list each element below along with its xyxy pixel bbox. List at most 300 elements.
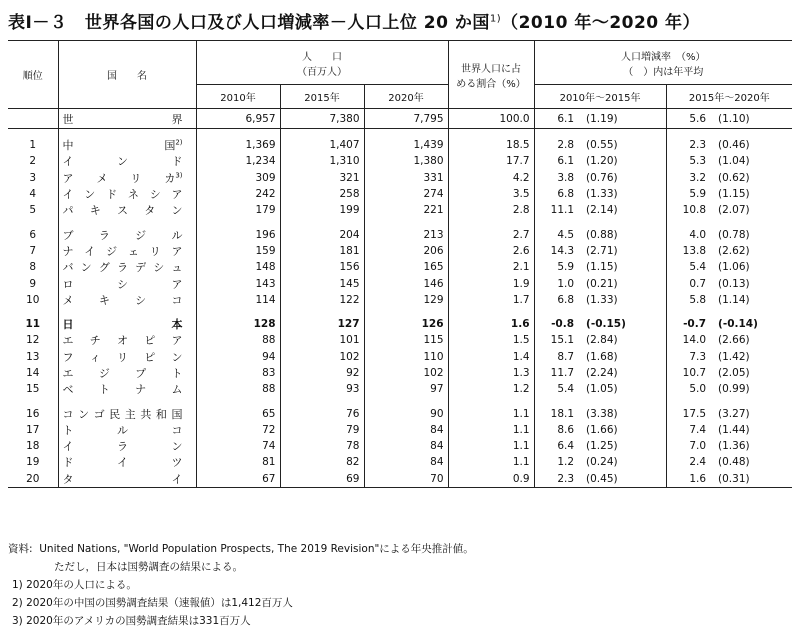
table-body <box>8 109 792 488</box>
growth-2015-2020-cell: 5.0 <box>666 381 710 397</box>
pop-2015-cell: 145 <box>280 275 364 291</box>
share-cell: 1.1 <box>448 438 534 454</box>
pop-2015-cell: 92 <box>280 365 364 381</box>
country-name-char: ン <box>78 407 90 421</box>
title-footnote-marker: 1) <box>489 13 502 25</box>
pop-2020-cell: 115 <box>364 332 448 348</box>
pop-2020-cell: 84 <box>364 454 448 470</box>
growth-2015-2020-annual-cell: (0.62) <box>718 171 750 184</box>
pop-2010-cell: 81 <box>196 454 280 470</box>
rank-cell: 10 <box>26 293 40 306</box>
pop-2020-cell: 129 <box>364 292 448 308</box>
country-name-char: パ <box>62 204 74 218</box>
growth-2015-2020-cell: 14.0 <box>666 332 710 348</box>
share-cell: 2.6 <box>448 243 534 259</box>
pop-2010-cell: 179 <box>196 202 280 218</box>
country-name-char: イ <box>171 472 183 486</box>
pop-2010-cell: 196 <box>196 226 280 242</box>
pop-2020-cell: 146 <box>364 275 448 291</box>
growth-2010-2015-cell: 18.1 <box>534 405 578 421</box>
country-name-char: イ <box>62 440 74 454</box>
growth-2015-2020-annual-cell: (1.04) <box>718 155 750 168</box>
growth-2010-2015-annual-cell: (1.15) <box>586 261 618 274</box>
table-row <box>8 186 792 202</box>
growth-2010-2015-annual-cell: (-0.15) <box>586 318 626 331</box>
pop-2020-cell: 102 <box>364 365 448 381</box>
country-name-char: コ <box>62 407 74 421</box>
table-row <box>8 202 792 218</box>
table-row <box>8 405 792 421</box>
growth-2010-2015-annual-cell: (1.20) <box>586 155 618 168</box>
country-name-char: イ <box>117 456 128 470</box>
pop-2015-cell: 321 <box>280 170 364 186</box>
table-row <box>8 471 792 488</box>
table-row <box>8 226 792 242</box>
country-name-char: ン <box>80 261 92 275</box>
country-name-char: ジ <box>106 244 118 258</box>
growth-2010-2015-annual-cell: (2.84) <box>586 334 618 347</box>
header-growth: 人口増減率 （%） （ ）内は年平均 <box>534 41 792 85</box>
country-name-cell <box>58 471 196 488</box>
country-name-char: ン <box>171 440 183 454</box>
growth-2015-2020-cell: 7.0 <box>666 438 710 454</box>
growth-2010-2015-cell: 6.8 <box>534 292 578 308</box>
country-name-char: リ <box>117 350 128 364</box>
country-name-char: エ <box>62 334 74 348</box>
pop-2010-cell: 242 <box>196 186 280 202</box>
world-g2: 5.6 <box>666 109 710 129</box>
growth-2015-2020-annual-cell: (0.99) <box>718 383 750 396</box>
country-name-char: ム <box>171 383 183 397</box>
population-table <box>8 40 792 488</box>
growth-2010-2015-cell: 6.1 <box>534 153 578 169</box>
header-share: 世界人口に占 める割合（%） <box>448 41 534 109</box>
pop-2015-cell: 204 <box>280 226 364 242</box>
pop-2010-cell: 159 <box>196 243 280 259</box>
growth-2015-2020-annual-cell: (0.48) <box>718 456 750 469</box>
footnote-2: 2) 2020年の中国の国勢調査結果（速報値）は1,412百万人 <box>12 597 293 609</box>
rank-cell: 11 <box>25 318 41 331</box>
country-name-char: 国 <box>171 407 183 421</box>
country-name-char: ラ <box>116 261 128 275</box>
country-name-char: ピ <box>144 350 156 364</box>
growth-2010-2015-annual-cell: (1.25) <box>586 440 618 453</box>
country-name-char: ィ <box>89 350 101 364</box>
country-name-char: ピ <box>144 334 156 348</box>
group-spacer <box>8 218 792 226</box>
group-spacer <box>8 308 792 316</box>
growth-2010-2015-cell: 2.3 <box>534 471 578 488</box>
country-name-char: イ <box>62 188 74 202</box>
pop-2020-cell: 213 <box>364 226 448 242</box>
source-text: United Nations, "World Population Prospects, The 2019 Revision"による年央推計値。 <box>39 543 474 555</box>
growth-2010-2015-cell: 5.9 <box>534 259 578 275</box>
country-name-char: ェ <box>127 244 139 258</box>
table-title <box>8 8 700 33</box>
country-name-cell <box>58 349 196 365</box>
country-name-cell <box>58 316 196 332</box>
growth-2015-2020-annual-cell: (1.42) <box>718 350 750 363</box>
country-name-char: イ <box>62 155 74 169</box>
group-spacer <box>8 129 792 138</box>
growth-2010-2015-annual-cell: (2.14) <box>586 204 618 217</box>
pop-2010-cell: 88 <box>196 381 280 397</box>
footnote-3: 3) 2020年のアメリカの国勢調査結果は331百万人 <box>12 615 251 627</box>
table-row <box>8 438 792 454</box>
growth-2015-2020-annual-cell: (2.66) <box>718 334 750 347</box>
share-cell: 1.1 <box>448 422 534 438</box>
header-year-2015: 2015年 <box>280 85 364 109</box>
share-cell: 1.9 <box>448 275 534 291</box>
pop-2010-cell: 74 <box>196 438 280 454</box>
growth-2015-2020-cell: 17.5 <box>666 405 710 421</box>
share-cell: 3.5 <box>448 186 534 202</box>
rank-cell: 17 <box>26 423 40 436</box>
rank-cell: 7 <box>29 244 37 257</box>
table-row <box>8 349 792 365</box>
table-row <box>8 332 792 348</box>
country-name-char: シ <box>135 293 147 307</box>
header-population: 人 口 （百万人） <box>196 41 448 85</box>
country-name-char: リ <box>130 171 142 185</box>
rank-cell: 5 <box>29 204 37 217</box>
table-row <box>8 316 792 332</box>
country-name-char: ナ <box>62 244 74 258</box>
table-row <box>8 137 792 153</box>
table-row <box>8 259 792 275</box>
rank-cell: 3 <box>29 171 37 184</box>
share-cell: 2.8 <box>448 202 534 218</box>
country-name-char: メ <box>96 171 108 185</box>
country-name-char: ジ <box>98 367 110 380</box>
growth-2015-2020-cell: 13.8 <box>666 243 710 259</box>
growth-2010-2015-cell: 8.7 <box>534 349 578 365</box>
growth-2010-2015-cell: 5.4 <box>534 381 578 397</box>
growth-2010-2015-cell: 11.1 <box>534 202 578 218</box>
country-name-cell <box>58 422 196 438</box>
growth-2010-2015-annual-cell: (1.68) <box>586 350 618 363</box>
country-name-char: ラ <box>117 440 128 454</box>
country-name-char: 主 <box>124 407 136 421</box>
growth-2015-2020-cell: 5.8 <box>666 292 710 308</box>
country-name-char: ナ <box>135 383 147 397</box>
pop-2010-cell: 72 <box>196 422 280 438</box>
country-name-cell <box>58 381 196 397</box>
country-name-cell <box>58 454 196 470</box>
world-name-left: 世 <box>62 112 74 126</box>
country-name-char: 民 <box>109 407 121 421</box>
rank-cell: 16 <box>26 407 40 420</box>
country-name-char: ア <box>171 188 183 202</box>
pop-2015-cell: 181 <box>280 243 364 259</box>
growth-2010-2015-annual-cell: (0.88) <box>586 228 618 241</box>
country-name-char: ン <box>84 188 96 202</box>
growth-2015-2020-annual-cell: (2.05) <box>718 367 750 379</box>
growth-2010-2015-annual-cell: (1.33) <box>586 188 618 201</box>
country-name-char: ト <box>62 423 74 437</box>
growth-2010-2015-cell: 8.6 <box>534 422 578 438</box>
growth-2015-2020-cell: 2.4 <box>666 454 710 470</box>
pop-2020-cell: 126 <box>364 316 448 332</box>
pop-2015-cell: 79 <box>280 422 364 438</box>
country-name-cell <box>58 186 196 202</box>
growth-2015-2020-cell: 0.7 <box>666 275 710 291</box>
country-name-char: キ <box>98 293 110 307</box>
pop-2020-cell: 221 <box>364 202 448 218</box>
growth-2015-2020-cell: 1.6 <box>666 471 710 488</box>
share-cell: 1.2 <box>448 381 534 397</box>
pop-2010-cell: 114 <box>196 292 280 308</box>
country-name-cell <box>58 137 196 153</box>
pop-2020-cell: 84 <box>364 438 448 454</box>
country-name-char: シ <box>117 277 128 291</box>
country-name-char: 本 <box>171 318 183 332</box>
growth-2010-2015-annual-cell: (0.55) <box>586 139 618 152</box>
share-cell: 4.2 <box>448 170 534 186</box>
country-footnote-marker: 3) <box>175 171 183 180</box>
country-name-cell <box>58 438 196 454</box>
growth-2010-2015-cell: 2.8 <box>534 137 578 153</box>
share-cell: 1.7 <box>448 292 534 308</box>
world-g1-annual: (1.19) <box>578 109 666 129</box>
pop-2010-cell: 1,369 <box>196 137 280 153</box>
share-cell: 17.7 <box>448 153 534 169</box>
pop-2015-cell: 1,407 <box>280 137 364 153</box>
country-name-char: ア <box>171 244 183 258</box>
share-cell: 0.9 <box>448 471 534 488</box>
country-name-char: チ <box>89 334 101 348</box>
pop-2010-cell: 143 <box>196 275 280 291</box>
country-name-char: 和 <box>155 407 167 421</box>
rank-cell: 13 <box>26 350 40 363</box>
country-name-char: ス <box>117 204 128 218</box>
growth-2015-2020-cell: 5.4 <box>666 259 710 275</box>
country-name-char: ト <box>98 383 110 397</box>
pop-2015-cell: 76 <box>280 405 364 421</box>
pop-2015-cell: 82 <box>280 454 364 470</box>
table-row <box>8 365 792 381</box>
world-share: 100.0 <box>448 109 534 129</box>
table-row <box>8 170 792 186</box>
country-name-char: ド <box>106 188 118 202</box>
country-name-char: フ <box>62 350 74 364</box>
rank-cell: 12 <box>26 334 40 347</box>
table-row <box>8 292 792 308</box>
growth-2010-2015-annual-cell: (1.66) <box>586 423 618 436</box>
pop-2020-cell: 1,439 <box>364 137 448 153</box>
growth-2010-2015-cell: 1.0 <box>534 275 578 291</box>
country-name-char: ア <box>171 277 183 291</box>
growth-2010-2015-cell: 6.4 <box>534 438 578 454</box>
pop-2020-cell: 110 <box>364 349 448 365</box>
growth-2010-2015-cell: 11.7 <box>534 365 578 381</box>
header-period-1: 2010年～2015年 <box>534 85 666 109</box>
growth-2010-2015-annual-cell: (0.21) <box>586 277 618 290</box>
table-row <box>8 243 792 259</box>
world-name-right: 界 <box>171 112 183 126</box>
share-cell: 1.6 <box>448 316 534 332</box>
country-name-char: ン <box>117 155 128 169</box>
rank-cell: 1 <box>29 139 37 152</box>
country-name-char: ン <box>171 350 183 364</box>
pop-2010-cell: 309 <box>196 170 280 186</box>
rank-cell: 6 <box>29 228 37 241</box>
country-name-char: イ <box>84 244 96 258</box>
country-name-char: メ <box>62 293 74 307</box>
pop-2015-cell: 156 <box>280 259 364 275</box>
share-cell: 18.5 <box>448 137 534 153</box>
growth-2010-2015-annual-cell: (0.24) <box>586 456 618 469</box>
growth-2015-2020-annual-cell: (2.07) <box>718 204 750 217</box>
pop-2015-cell: 122 <box>280 292 364 308</box>
share-cell: 1.3 <box>448 365 534 381</box>
pop-2015-cell: 258 <box>280 186 364 202</box>
table-row <box>8 275 792 291</box>
pop-2020-cell: 1,380 <box>364 153 448 169</box>
rank-cell: 18 <box>26 440 40 453</box>
growth-2015-2020-annual-cell: (0.78) <box>718 228 750 241</box>
country-name-char: ゴ <box>93 407 105 421</box>
table-row-world <box>8 109 792 129</box>
country-name-char: ル <box>171 228 183 242</box>
pop-2020-cell: 90 <box>364 405 448 421</box>
country-name-cell <box>58 153 196 169</box>
growth-2015-2020-annual-cell: (0.46) <box>718 139 750 152</box>
pop-2010-cell: 65 <box>196 405 280 421</box>
pop-2010-cell: 148 <box>196 259 280 275</box>
country-name-char: ン <box>171 204 183 218</box>
rank-cell: 19 <box>26 456 40 469</box>
growth-2010-2015-cell: 1.2 <box>534 454 578 470</box>
country-name-char: タ <box>62 472 74 486</box>
country-name-char: ロ <box>62 277 74 291</box>
growth-2015-2020-annual-cell: (1.06) <box>718 261 750 274</box>
source-subtext: ただし，日本は国勢調査の結果による。 <box>54 561 243 573</box>
country-name-char: ネ <box>127 188 139 202</box>
pop-2015-cell: 93 <box>280 381 364 397</box>
rank-cell: 15 <box>26 383 40 396</box>
country-name-char: ア <box>171 334 183 348</box>
table-row <box>8 381 792 397</box>
growth-2015-2020-annual-cell: (0.31) <box>710 471 792 488</box>
growth-2010-2015-annual-cell: (0.45) <box>578 471 666 488</box>
growth-2010-2015-annual-cell: (1.05) <box>586 383 618 396</box>
country-name-char: カ <box>164 171 176 185</box>
growth-2015-2020-cell: 7.4 <box>666 422 710 438</box>
country-name-char: ラ <box>98 228 110 242</box>
share-cell: 1.1 <box>448 454 534 470</box>
pop-2020-cell: 274 <box>364 186 448 202</box>
pop-2010-cell: 94 <box>196 349 280 365</box>
country-name-char: ジ <box>135 228 147 242</box>
country-name-char: デ <box>135 261 147 275</box>
country-name-char: コ <box>171 293 183 307</box>
country-name-cell <box>58 170 196 186</box>
pop-2010-cell: 128 <box>196 316 280 332</box>
title-period: （2010 年～2020 年） <box>501 13 701 33</box>
pop-2015-cell: 199 <box>280 202 364 218</box>
header-period-2: 2015年～2020年 <box>666 85 792 109</box>
country-name-char: ド <box>62 456 74 470</box>
share-cell: 1.4 <box>448 349 534 365</box>
country-name-char: グ <box>98 261 110 275</box>
pop-2010-cell: 88 <box>196 332 280 348</box>
country-name-char: キ <box>89 204 101 218</box>
growth-2010-2015-annual-cell: (0.76) <box>586 171 618 184</box>
country-name-cell <box>58 292 196 308</box>
share-cell: 2.7 <box>448 226 534 242</box>
country-name-char: 共 <box>140 407 152 421</box>
world-p2010: 6,957 <box>196 109 280 129</box>
country-name-cell <box>58 202 196 218</box>
growth-2015-2020-annual-cell: (-0.14) <box>718 318 758 331</box>
header-year-2020: 2020年 <box>364 85 448 109</box>
world-p2020: 7,795 <box>364 109 448 129</box>
country-name-char: ベ <box>62 383 74 397</box>
growth-2015-2020-annual-cell: (3.27) <box>718 407 750 420</box>
country-name-char: タ <box>144 204 156 218</box>
pop-2015-cell: 1,310 <box>280 153 364 169</box>
country-name-char: シ <box>149 188 161 202</box>
country-name-char: ル <box>117 423 128 437</box>
country-name-char: シ <box>153 261 165 275</box>
table-row <box>8 454 792 470</box>
pop-2015-cell: 101 <box>280 332 364 348</box>
growth-2015-2020-annual-cell: (1.15) <box>718 188 750 201</box>
header-year-2010: 2010年 <box>196 85 280 109</box>
growth-2010-2015-annual-cell: (2.24) <box>586 367 618 379</box>
country-footnote-marker: 2) <box>175 138 183 147</box>
growth-2015-2020-cell: 7.3 <box>666 349 710 365</box>
header-rank: 順位 <box>8 41 58 109</box>
pop-2010-cell: 67 <box>196 471 280 488</box>
share-cell: 1.1 <box>448 405 534 421</box>
country-name-char: 国 <box>164 139 176 153</box>
pop-2015-cell: 69 <box>280 471 364 488</box>
growth-2015-2020-cell: 10.8 <box>666 202 710 218</box>
country-name-char: ツ <box>171 456 183 470</box>
country-name-char: ュ <box>171 261 183 275</box>
growth-2015-2020-cell: -0.7 <box>666 316 710 332</box>
growth-2010-2015-cell: 14.3 <box>534 243 578 259</box>
country-name-cell <box>58 332 196 348</box>
country-name-cell <box>58 243 196 259</box>
footnote-1: 1) 2020年の人口による。 <box>12 579 137 591</box>
world-g2-annual: (1.10) <box>710 109 792 129</box>
share-cell: 1.5 <box>448 332 534 348</box>
country-name-char: エ <box>62 367 74 380</box>
country-name-char: オ <box>117 334 128 348</box>
pop-2015-cell: 78 <box>280 438 364 454</box>
growth-2010-2015-cell: -0.8 <box>534 316 578 332</box>
pop-2010-cell: 83 <box>196 365 280 381</box>
pop-2020-cell: 165 <box>364 259 448 275</box>
growth-2015-2020-cell: 2.3 <box>666 137 710 153</box>
growth-2015-2020-cell: 5.3 <box>666 153 710 169</box>
pop-2020-cell: 70 <box>364 471 448 488</box>
share-cell: 2.1 <box>448 259 534 275</box>
pop-2010-cell: 1,234 <box>196 153 280 169</box>
growth-2010-2015-cell: 15.1 <box>534 332 578 348</box>
country-name-cell <box>58 365 196 381</box>
country-name-char: ド <box>171 155 183 169</box>
country-name-char: コ <box>171 423 183 437</box>
pop-2020-cell: 84 <box>364 422 448 438</box>
pop-2020-cell: 331 <box>364 170 448 186</box>
country-name-char: プ <box>135 367 147 380</box>
growth-2015-2020-cell: 3.2 <box>666 170 710 186</box>
rank-cell: 4 <box>29 188 37 201</box>
